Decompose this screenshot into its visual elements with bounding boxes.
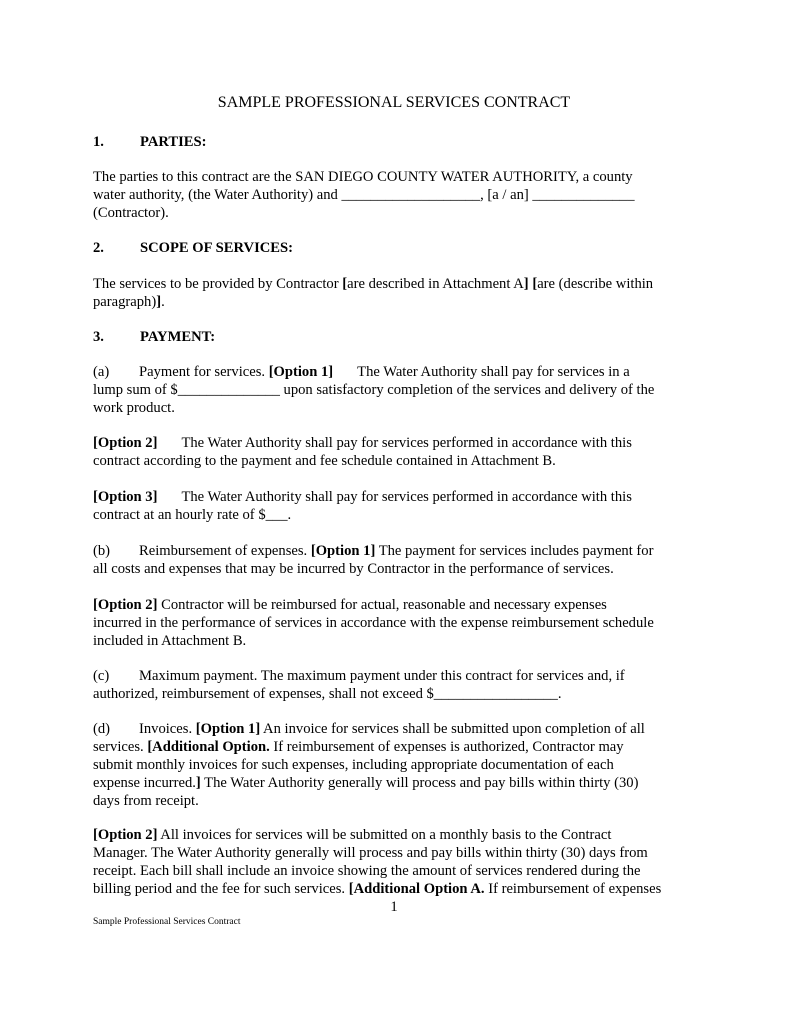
paragraph-line: contract according to the payment and fee schedule contained in Attachment B.: [93, 453, 556, 469]
document-title: SAMPLE PROFESSIONAL SERVICES CONTRACT: [217, 94, 571, 111]
paragraph-line: (Contractor).: [93, 205, 169, 221]
text-run: Maximum payment. The maximum payment under this contract for services and, if: [139, 668, 625, 684]
text-run: The Water Authority shall pay for services performed in accordance with this: [181, 489, 632, 505]
section-title: PAYMENT:: [140, 329, 216, 345]
paragraph-line: [93, 738, 697, 756]
paragraph-line: [93, 293, 697, 311]
paragraph-line: [93, 667, 697, 685]
text-run: Invoices.: [139, 721, 196, 737]
paragraph-line: [93, 880, 697, 898]
parties-paragraph: [93, 168, 697, 222]
paragraph-line: The parties to this contract are the SAN DIEGO COUNTY WATER AUTHORITY, a county: [93, 169, 633, 185]
payment-a-paragraph: [93, 363, 697, 417]
text-run: The payment for services includes payment for: [375, 543, 654, 559]
payment-option2-paragraph: [93, 434, 697, 470]
text-run: .: [161, 294, 165, 310]
payment-d-option2-paragraph: [93, 826, 697, 898]
option-label: [Option 1]: [268, 364, 334, 380]
payment-option3-paragraph: [93, 488, 697, 524]
section-number: 1.: [93, 134, 104, 150]
option-label: [Option 2]: [93, 435, 158, 451]
text-run: Contractor will be reimbursed for actual, reasonable and necessary expenses: [157, 597, 607, 613]
text-run: The Water Authority generally will process and pay bills within thirty (30): [200, 775, 639, 791]
bracket: [: [532, 276, 538, 292]
payment-b-paragraph: [93, 542, 697, 578]
item-label: (c): [93, 668, 110, 684]
paragraph-line: submit monthly invoices for such expenses, including appropriate documentation of each: [93, 757, 614, 773]
paragraph-line: contract at an hourly rate of $___.: [93, 507, 292, 523]
paragraph-line: lump sum of $______________ upon satisfactory completion of the services and delivery of the: [93, 382, 655, 398]
text-run: expense incurred.: [93, 775, 196, 791]
option-label: [Option 1]: [310, 543, 376, 559]
item-label: (b): [93, 543, 111, 559]
paragraph-line: [93, 826, 697, 844]
text-run: are (describe within: [537, 276, 654, 292]
paragraph-line: all costs and expenses that may be incurred by Contractor in the performance of services.: [93, 561, 614, 577]
section-heading-parties: [93, 133, 207, 151]
text-run: Payment for services.: [139, 364, 269, 380]
option-label: [Option 1]: [195, 721, 261, 737]
text-run: The services to be provided by Contractor: [93, 276, 343, 292]
text-run: billing period and the fee for such services.: [93, 881, 349, 897]
paragraph-line: receipt. Each bill shall include an invoice showing the amount of services rendered during the: [93, 863, 641, 879]
paragraph-line: [93, 488, 697, 506]
text-run: An invoice for services shall be submitted upon completion of all: [260, 721, 645, 737]
bracket: ]: [523, 276, 529, 292]
paragraph-line: [93, 596, 697, 614]
paragraph-line: Manager. The Water Authority generally will process and pay bills within thirty (30) days from: [93, 845, 648, 861]
option-label: [Option 2]: [93, 597, 158, 613]
paragraph-line: water authority, (the Water Authority) and ___________________, [a / an] ______________: [93, 187, 635, 203]
payment-c-paragraph: [93, 667, 697, 703]
paragraph-line: [93, 434, 697, 452]
section-heading-scope: [93, 239, 293, 257]
section-number: 2.: [93, 240, 104, 256]
text-run: Reimbursement of expenses.: [139, 543, 311, 559]
item-label: (a): [93, 364, 110, 380]
text-run: The Water Authority shall pay for services performed in accordance with this: [181, 435, 632, 451]
text-run: paragraph): [93, 294, 157, 310]
page-footer: Sample Professional Services Contract: [93, 917, 241, 927]
option-label: [Additional Option.: [147, 739, 270, 755]
paragraph-line: [93, 720, 697, 738]
text-run: If reimbursement of expenses is authorized, Contractor may: [269, 739, 624, 755]
section-title: PARTIES:: [140, 134, 207, 150]
bracket: ]: [156, 294, 162, 310]
text-run: All invoices for services will be submitted on a monthly basis to the Contract: [157, 827, 612, 843]
text-run: The Water Authority shall pay for services in a: [357, 364, 630, 380]
bracket: [: [342, 276, 348, 292]
text-run: services.: [93, 739, 148, 755]
page-number: 1: [390, 899, 398, 915]
paragraph-line: [93, 774, 697, 792]
item-label: (d): [93, 721, 111, 737]
section-heading-payment: [93, 328, 215, 346]
paragraph-line: [93, 363, 697, 381]
payment-d-paragraph: [93, 720, 697, 810]
paragraph-line: [93, 275, 697, 293]
text-run: If reimbursement of expenses: [484, 881, 662, 897]
section-number: 3.: [93, 329, 104, 345]
scope-paragraph: [93, 275, 697, 311]
paragraph-line: [93, 542, 697, 560]
option-label: [Additional Option A.: [348, 881, 485, 897]
option-label: [Option 3]: [93, 489, 158, 505]
text-run: are described in Attachment A: [347, 276, 524, 292]
paragraph-line: days from receipt.: [93, 793, 199, 809]
section-title: SCOPE OF SERVICES:: [140, 240, 294, 256]
paragraph-line: incurred in the performance of services in accordance with the expense reimbursement schedule: [93, 615, 654, 631]
payment-b-option2-paragraph: [93, 596, 697, 650]
option-label: [Option 2]: [93, 827, 158, 843]
paragraph-line: authorized, reimbursement of expenses, shall not exceed $_________________.: [93, 686, 562, 702]
paragraph-line: included in Attachment B.: [93, 633, 247, 649]
bracket: ]: [195, 775, 201, 791]
paragraph-line: work product.: [93, 400, 175, 416]
